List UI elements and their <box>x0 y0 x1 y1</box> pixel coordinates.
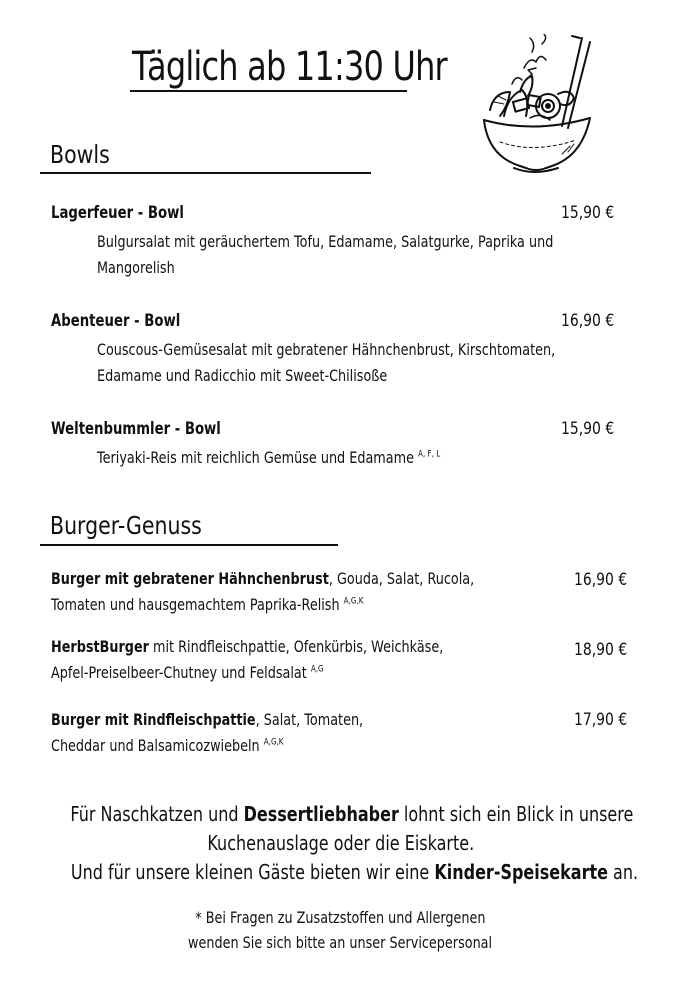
footer-text: an. <box>607 860 639 884</box>
section-rule-burger <box>40 544 338 546</box>
section-heading-burger: Burger-Genuss <box>50 511 202 540</box>
bowl-item-name: Weltenbummler - Bowl <box>51 419 221 439</box>
section-rule-bowls <box>40 172 371 174</box>
description-line: Cheddar und Balsamicozwiebeln <box>51 736 260 755</box>
footer-emphasis: Kinder-Speisekarte <box>434 860 608 884</box>
footer-line: Kuchenauslage oder die Eiskarte. <box>207 831 474 855</box>
bowl-item-name: Lagerfeuer - Bowl <box>51 203 184 223</box>
bowl-item-price: 15,90 € <box>561 419 615 439</box>
allergen-codes: A, F, L <box>418 449 441 460</box>
burger-item-name: Burger mit Rindfleischpattie <box>51 710 256 729</box>
description-line: Bulgursalat mit geräuchertem Tofu, Edamame, Salatgurke, Paprika und <box>97 232 554 251</box>
description-line: Edamame und Radicchio mit Sweet-Chilisoße <box>97 366 388 385</box>
bowl-item-description <box>97 337 609 389</box>
bowl-item-price: 16,90 € <box>561 311 615 331</box>
bowl-item-price: 15,90 € <box>561 203 615 223</box>
description-line: Couscous-Gemüsesalat mit gebratener Hähnchenbrust, Kirschtomaten, <box>97 340 556 359</box>
note-line: * Bei Fragen zu Zusatzstoffen und Allergenen <box>195 908 486 927</box>
footer-line <box>70 800 633 829</box>
description-line: , Gouda, Salat, Rucola, <box>328 569 475 588</box>
title-underline <box>130 90 407 92</box>
burger-item-price: 16,90 € <box>574 570 628 590</box>
allergen-note <box>0 905 681 955</box>
burger-item-name: HerbstBurger <box>51 637 149 656</box>
burger-item-name: Burger mit gebratener Hähnchenbrust <box>51 569 329 588</box>
burger-item-description <box>51 634 539 686</box>
footer-emphasis: Dessertliebhaber <box>243 802 399 826</box>
allergen-codes: A,G <box>310 664 324 675</box>
footer-line <box>71 858 638 887</box>
note-line: wenden Sie sich bitte an unser Servicepersonal <box>188 933 493 952</box>
bowl-with-chopsticks-icon <box>470 34 600 174</box>
footer-text: lohnt sich ein Blick in unsere <box>398 802 634 826</box>
burger-item-price: 18,90 € <box>574 640 628 660</box>
description-line: Teriyaki-Reis mit reichlich Gemüse und Edamame <box>97 448 414 467</box>
page-title: Täglich ab 11:30 Uhr <box>132 44 447 90</box>
description-line: Tomaten und hausgemachtem Paprika-Relish <box>51 595 340 614</box>
footer-text: Für Naschkatzen und <box>70 802 244 826</box>
footer-message <box>0 800 681 887</box>
section-heading-bowls: Bowls <box>50 140 110 169</box>
allergen-codes: A,G,K <box>343 596 364 607</box>
burger-item-description <box>51 566 539 618</box>
footer-text: Und für unsere kleinen Gäste bieten wir eine <box>70 860 435 884</box>
bowl-item-name: Abenteuer - Bowl <box>51 311 181 331</box>
description-line: mit Rindfleischpattie, Ofenkürbis, Weichkäse, <box>148 637 444 656</box>
description-line: Apfel-Preiselbeer-Chutney und Feldsalat <box>51 663 307 682</box>
description-line: Mangorelish <box>97 258 175 277</box>
bowl-item-description <box>97 229 609 281</box>
bowl-item-description <box>97 445 609 471</box>
allergen-codes: A,G,K <box>263 737 284 748</box>
description-line: , Salat, Tomaten, <box>255 710 364 729</box>
burger-item-price: 17,90 € <box>574 710 628 730</box>
burger-item-description <box>51 707 539 759</box>
